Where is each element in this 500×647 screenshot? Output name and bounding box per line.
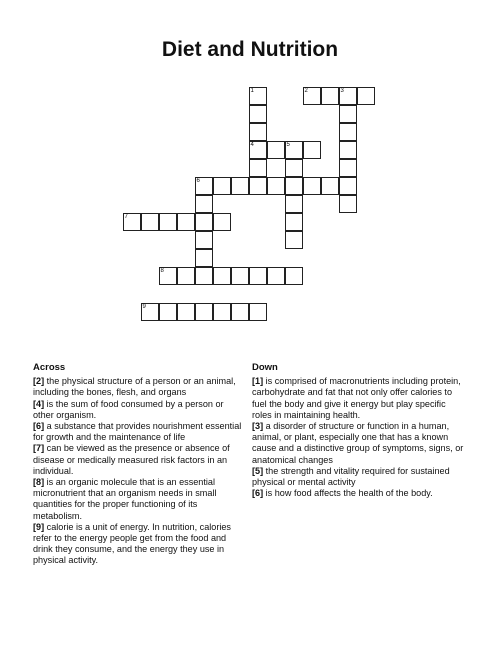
grid-number: 1 xyxy=(250,88,254,94)
clue-text: a substance that provides nourishment essential for growth and the maintenance of life xyxy=(33,421,242,443)
grid-cell[interactable] xyxy=(177,267,195,285)
grid-cell[interactable] xyxy=(213,213,231,231)
clue-number: [4] xyxy=(33,398,45,409)
page-title: Diet and Nutrition xyxy=(161,38,339,61)
down-clue xyxy=(252,376,467,421)
grid-cell[interactable] xyxy=(321,87,339,105)
grid-number: 7 xyxy=(124,214,128,220)
grid-cell[interactable] xyxy=(231,177,249,195)
clue-text: a disorder of structure or function in a human, animal, or plant, especially one that has a known cause and a distinctive group of symptoms, signs, or anatomical changes xyxy=(252,421,464,465)
clue-number: [6] xyxy=(33,421,45,432)
grid-cell[interactable] xyxy=(285,195,303,213)
grid-cell[interactable] xyxy=(249,177,267,195)
grid-number: 8 xyxy=(160,268,164,274)
down-clues xyxy=(252,362,467,499)
down-heading: Down xyxy=(252,362,278,373)
grid-cell[interactable] xyxy=(339,141,357,159)
grid-cell[interactable] xyxy=(213,267,231,285)
across-clue xyxy=(33,421,243,443)
across-heading: Across xyxy=(33,362,66,373)
grid-cell[interactable] xyxy=(267,177,285,195)
grid-cell[interactable] xyxy=(195,231,213,249)
grid-cell[interactable] xyxy=(141,213,159,231)
grid-cell[interactable] xyxy=(195,195,213,213)
grid-cell[interactable] xyxy=(195,303,213,321)
grid-cell[interactable] xyxy=(249,159,267,177)
across-clue xyxy=(33,477,243,522)
clue-number: [7] xyxy=(33,443,45,454)
down-clue xyxy=(252,488,467,499)
grid-number: 5 xyxy=(286,142,290,148)
grid-cell[interactable] xyxy=(285,267,303,285)
clue-number: [1] xyxy=(252,376,264,387)
down-clue xyxy=(252,466,467,488)
clue-text: the physical structure of a person or an animal, including the bones, flesh, and organs xyxy=(33,376,236,398)
grid-cell[interactable] xyxy=(213,303,231,321)
grid-number: 4 xyxy=(250,142,254,148)
grid-cell[interactable] xyxy=(339,123,357,141)
grid-cell[interactable] xyxy=(195,249,213,267)
clue-text: can be viewed as the presence or absence of disease or medically measured risk factors in an individual. xyxy=(33,443,230,476)
grid-cell[interactable] xyxy=(249,123,267,141)
grid-cell[interactable] xyxy=(303,177,321,195)
grid-cell[interactable] xyxy=(285,213,303,231)
grid-cell[interactable] xyxy=(159,303,177,321)
grid-cell[interactable] xyxy=(177,303,195,321)
across-clues xyxy=(33,362,243,567)
across-clue xyxy=(33,443,243,477)
grid-cell[interactable] xyxy=(249,105,267,123)
grid-cell[interactable] xyxy=(159,213,177,231)
clue-text: is an organic molecule that is an essential micronutrient that an organism needs in small quantities for the proper functioning of its metabolism. xyxy=(33,477,217,521)
across-clue xyxy=(33,399,243,421)
clue-number: [5] xyxy=(252,465,264,476)
clue-text: calorie is a unit of energy. In nutrition, calories refer to the energy people get from the food and drink they consume, and the energy they use in physical activity. xyxy=(33,521,231,566)
grid-cell[interactable] xyxy=(339,177,357,195)
down-clue xyxy=(252,421,467,466)
grid-cell[interactable] xyxy=(267,267,285,285)
clue-number: [3] xyxy=(252,421,264,432)
clue-text: is how food affects the health of the body. xyxy=(263,488,433,499)
clue-number: [9] xyxy=(33,521,45,532)
grid-cell[interactable] xyxy=(195,213,213,231)
grid-cell[interactable] xyxy=(267,141,285,159)
grid-cell[interactable] xyxy=(285,231,303,249)
across-clue xyxy=(33,522,243,567)
clue-text: is comprised of macronutrients including protein, carbohydrate and fat that not only offer calories to fuel the body and give it energy but play specific roles in maintaining health. xyxy=(252,376,461,420)
grid-cell[interactable] xyxy=(357,87,375,105)
clue-text: the strength and vitality required for sustained physical or mental activity xyxy=(252,465,450,488)
clue-number: [8] xyxy=(33,477,45,488)
clue-number: [6] xyxy=(252,488,264,499)
clue-number: [2] xyxy=(33,376,45,387)
grid-cell[interactable] xyxy=(303,141,321,159)
grid-number: 9 xyxy=(142,304,146,310)
grid-number: 3 xyxy=(340,88,344,94)
grid-cell[interactable] xyxy=(195,267,213,285)
grid-cell[interactable] xyxy=(339,195,357,213)
grid-cell[interactable] xyxy=(339,105,357,123)
grid-cell[interactable] xyxy=(249,303,267,321)
grid-cell[interactable] xyxy=(231,267,249,285)
grid-cell[interactable] xyxy=(177,213,195,231)
grid-cell[interactable] xyxy=(285,177,303,195)
grid-cell[interactable] xyxy=(213,177,231,195)
grid-cell[interactable] xyxy=(339,159,357,177)
clue-text: is the sum of food consumed by a person or other organism. xyxy=(33,398,224,420)
grid-cell[interactable] xyxy=(321,177,339,195)
grid-number: 6 xyxy=(196,178,200,184)
grid-cell[interactable] xyxy=(249,267,267,285)
grid-cell[interactable] xyxy=(231,303,249,321)
across-clue xyxy=(33,376,243,398)
grid-cell[interactable] xyxy=(285,159,303,177)
grid-number: 2 xyxy=(304,88,308,94)
